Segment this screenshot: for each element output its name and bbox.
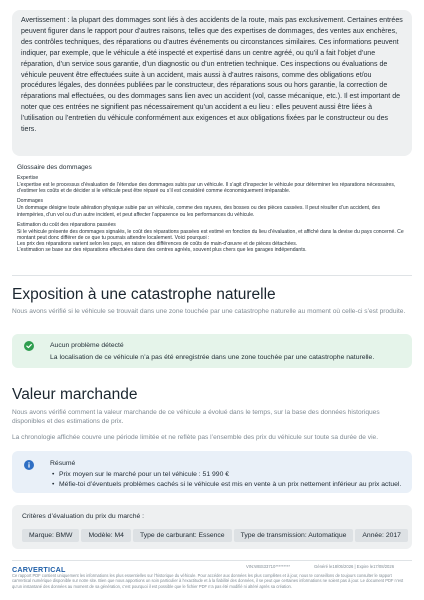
alert-title: Aucun problème détecté — [50, 342, 124, 349]
criteria-chip-fuel: Type de carburant: Essence — [133, 529, 232, 542]
footer-expiry-date: Expire le17/08/2026 — [356, 564, 395, 569]
criteria-chip-make: Marque: BMW — [22, 529, 79, 542]
footer-dates — [314, 564, 394, 569]
glossary-definition: Si le véhicule présente des dommages signalés, le coût des réparations passées est estimé en fonction du lieu d’évaluation, et affiché dans la devise du pays concerné. Ce montant peut donc différer de ce que tu pourrais attendre localement. Voici pourquoi : Les prix des réparations varient selon les pays, en raison des différences de coûts de main-d’œuvre et de pièces détachées. L’estimation se base sur des réparations effectuées dans des centres agréés, souvent plus chers que les garages indépendants. — [17, 228, 404, 254]
alert-text: La localisation de ce véhicule n’a pas été enregistrée dans une zone touchée par une catastrophe naturelle. — [50, 354, 375, 361]
glossary-title: Glossaire des dommages — [17, 164, 92, 171]
carvertical-logo: CARVERTICAL — [12, 565, 66, 574]
criteria-chip-model: Modèle: M4 — [81, 529, 131, 542]
summary-list — [52, 470, 401, 489]
glossary-term: Expertise — [17, 175, 39, 181]
footer-separator: | — [354, 564, 357, 569]
footer-vin: VIN:WBS33710********* — [246, 564, 290, 569]
section-divider — [12, 275, 412, 276]
market-value-note: La chronologie affichée couvre une période limitée et ne reflète pas l’ensemble des prix du véhicule sur toute sa durée de vie. — [12, 434, 379, 441]
natural-disaster-title: Exposition à une catastrophe naturelle — [12, 286, 276, 303]
price-criteria-box — [12, 505, 412, 549]
summary-item: • Méfie-toi d’éventuels problèmes cachés si le véhicule est mis en vente à un prix nettement inférieur au prix actuel. — [52, 480, 401, 490]
market-value-title: Valeur marchande — [12, 386, 138, 403]
criteria-chips — [22, 529, 408, 542]
disclaimer-text: Avertissement : la plupart des dommages sont liés à des accidents de la route, mais pas exclusivement. Certaines entrées peuvent figurer dans le rapport pour d’autres raisons, telles que des expertises de dommages, des ventes aux enchères, des contrôles techniques, des réparations ou d’autres événements ou circonstances similaires. Ces informations peuvent indiquer, par exemple, que le véhicule a été inspecté et expertisé dans un centre agréé, ou qu’il a fait l’objet d’une réparation, d’un service sous garantie, d’un diagnostic ou d’un entretien technique. Ces inspections ou évaluations de véhicule peuvent être effectuées suite à un accident, mais aussi à d’autres raisons, comme des obligations et/ou procédures légales, des données publiées par le constructeur, des réparations sous ou hors garantie, la correction de réparations mal effectuées, ou des dommages sans lien avec un accident (vol, casse mécanique, etc.). Il est important de noter que ces entrées ne signifient pas nécessairement qu’un accident a eu lieu : elles peuvent aussi être liées à l’utilisation ou l’entretien du véhicule conformément aux exigences et aux obligations fixées par le constructeur ou des tiers. — [21, 17, 403, 134]
no-issue-alert — [12, 334, 412, 368]
criteria-chip-transmission: Type de transmission: Automatique — [234, 529, 354, 542]
summary-item: • Prix moyen sur le marché pour un tel véhicule : 51 990 € — [52, 470, 401, 480]
glossary-item-repair-cost — [17, 222, 409, 254]
disclaimer-box — [12, 10, 412, 156]
market-value-description: Nous avons vérifié comment la valeur marchande de ce véhicule a évolué dans le temps, sur la base des données historiques disponibles et des estimations de prix. — [12, 409, 380, 426]
criteria-title: Critères d’évaluation du prix du marché : — [22, 513, 145, 520]
damage-glossary — [17, 164, 409, 254]
natural-disaster-description: Nous avons vérifié si le véhicule se trouvait dans une zone touchée par une catastrophe naturelle au moment où celle-ci s’est produite. — [12, 308, 406, 315]
glossary-definition: Un dommage désigne toute altération physique subie par un véhicule, comme des rayures, des bosses ou des pièces cassées. Il peut résulter d’un accident, des intempéries, d’un vol ou d’un autre incident, et peut affecter l’apparence ou les performances du véhicule. — [17, 205, 380, 218]
summary-title: Résumé — [50, 460, 76, 467]
glossary-item-expertise — [17, 175, 409, 194]
glossary-item-damages — [17, 198, 409, 217]
criteria-chip-year: Année: 2017 — [355, 529, 408, 542]
glossary-definition: L’expertise est le processus d’évaluation de l’étendue des dommages subis par un véhicule. Il s’agit d’inspecter le véhicule pour déterminer les réparations nécessaires, d’estimer les coûts et de décider si le véhicule peut être réparé ou s’il est considéré comme économiquement irréparable. — [17, 182, 396, 195]
summary-box — [12, 451, 412, 493]
glossary-term: Estimation du coût des réparations passées — [17, 221, 116, 228]
info-icon — [24, 460, 34, 470]
footer-issued-date: Généré le18/05/2026 — [314, 564, 354, 569]
check-circle-icon — [24, 341, 34, 351]
footer-disclaimer: Ce rapport PDF contient uniquement les informations les plus essentielles sur l’historique du véhicule. Pour accéder aux données les plus complètes et à jour, nous te conseillons de toujours consulter le rapport carVertical numérique disponible sur notre site. Bien que nous apportions un soin particulier à l’exactitude et à la fiabilité des données, il se peut que certaines informations ne soient pas à jour. Le document PDF n’est qu’un instantané des données au moment de sa génération, c’est pourquoi il est possible que le fichier PDF n’a pas été modifié ni altéré après sa création. — [12, 573, 404, 589]
footer-divider — [12, 560, 412, 561]
glossary-term: Dommages — [17, 198, 44, 205]
